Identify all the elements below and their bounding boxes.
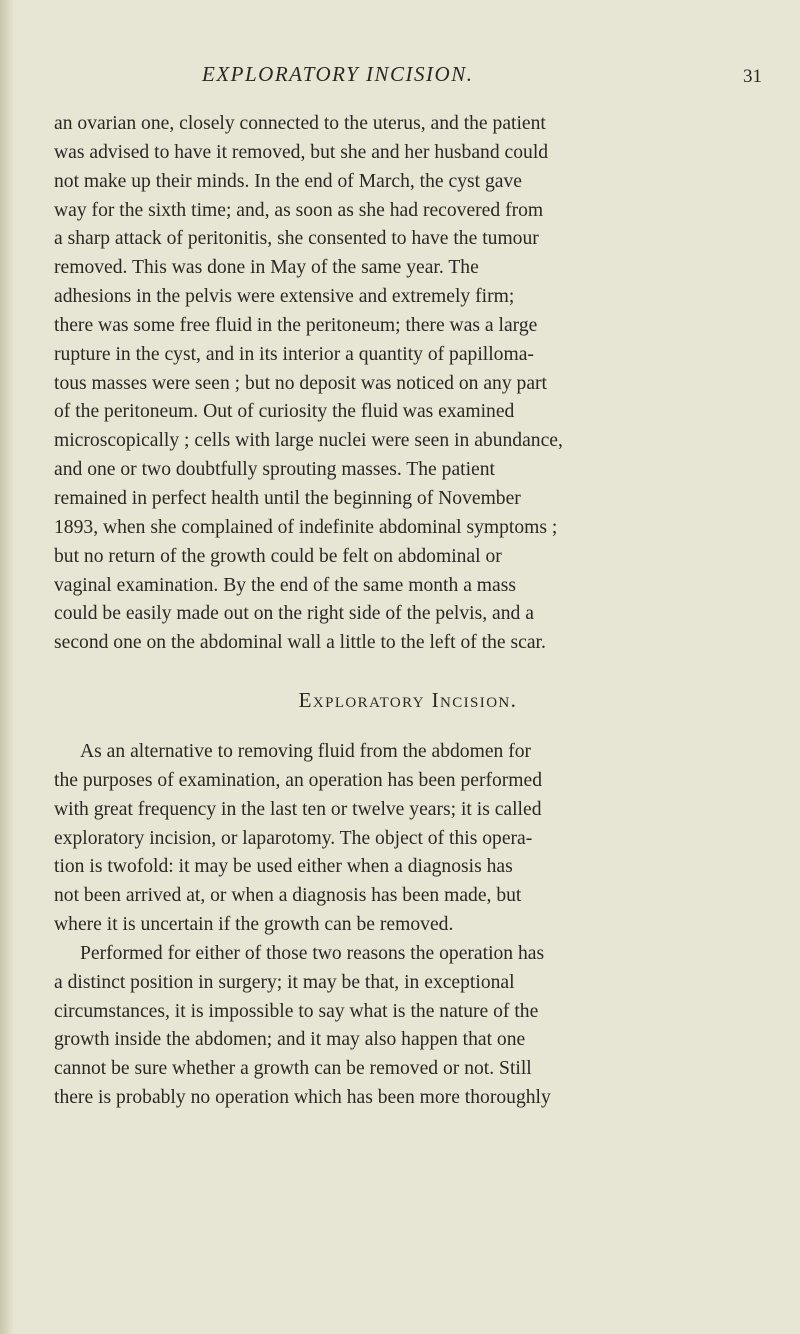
paragraph-exploratory-incision	[54, 738, 762, 940]
text-line: rupture in the cyst, and in its interior a quantity of papilloma-	[54, 343, 534, 365]
text-line: and one or two doubtfully sprouting masses. The patient	[54, 459, 495, 481]
text-line: remained in perfect health until the beginning of November	[54, 487, 521, 509]
page-number: 31	[743, 66, 762, 87]
page-edge-shadow	[0, 0, 14, 1334]
text-line: with great frequency in the last ten or twelve years; it is called	[54, 798, 542, 820]
text-line: a distinct position in surgery; it may be that, in exceptional	[54, 971, 515, 993]
text-line: way for the sixth time; and, as soon as she had recovered from	[54, 199, 544, 221]
paragraph-operation-position	[54, 940, 762, 1113]
text-line: microscopically ; cells with large nuclei were seen in abundance,	[54, 430, 563, 452]
text-line: there was some free fluid in the peritoneum; there was a large	[54, 314, 538, 336]
text-line: the purposes of examination, an operation has been performed	[54, 769, 543, 791]
text-line: Performed for either of those two reasons the operation has	[80, 942, 545, 964]
paragraph-continuation	[54, 110, 762, 658]
text-line: not make up their minds. In the end of March, the cyst gave	[54, 170, 522, 192]
text-line: growth inside the abdomen; and it may also happen that one	[54, 1029, 526, 1051]
text-line: of the peritoneum. Out of curiosity the fluid was examined	[54, 401, 515, 423]
text-line: but no return of the growth could be felt on abdominal or	[54, 545, 502, 567]
text-line: circumstances, it is impossible to say what is the nature of the	[54, 1000, 539, 1022]
text-line: tion is twofold: it may be used either when a diagnosis has	[54, 856, 513, 878]
text-line: was advised to have it removed, but she and her husband could	[54, 141, 549, 163]
section-heading: Exploratory Incision.	[298, 688, 518, 713]
text-line: cannot be sure whether a growth can be removed or not. Still	[54, 1058, 532, 1080]
book-page	[54, 62, 762, 1113]
text-line: there is probably no operation which has been more thoroughly	[54, 1087, 551, 1109]
text-line: where it is uncertain if the growth can be removed.	[54, 914, 454, 936]
text-line: exploratory incision, or laparotomy. The object of this opera-	[54, 827, 533, 849]
text-line: tous masses were seen ; but no deposit was noticed on any part	[54, 372, 548, 394]
text-line: As an alternative to removing fluid from the abdomen for	[80, 741, 532, 763]
text-line: adhesions in the pelvis were extensive and extremely firm;	[54, 286, 515, 308]
text-line: vaginal examination. By the end of the same month a mass	[54, 574, 516, 596]
text-line: could be easily made out on the right side of the pelvis, and a	[54, 603, 534, 625]
text-line: not been arrived at, or when a diagnosis has been made, but	[54, 885, 522, 907]
text-line: removed. This was done in May of the same year. The	[54, 257, 479, 279]
text-line: second one on the abdominal wall a little to the left of the scar.	[54, 632, 546, 654]
running-title: EXPLORATORY INCISION.	[202, 62, 474, 86]
text-line: an ovarian one, closely connected to the uterus, and the patient	[54, 113, 546, 134]
text-line: a sharp attack of peritonitis, she consented to have the tumour	[54, 228, 539, 250]
text-line: 1893, when she complained of indefinite abdominal symptoms ;	[54, 516, 558, 538]
running-head	[54, 62, 762, 98]
